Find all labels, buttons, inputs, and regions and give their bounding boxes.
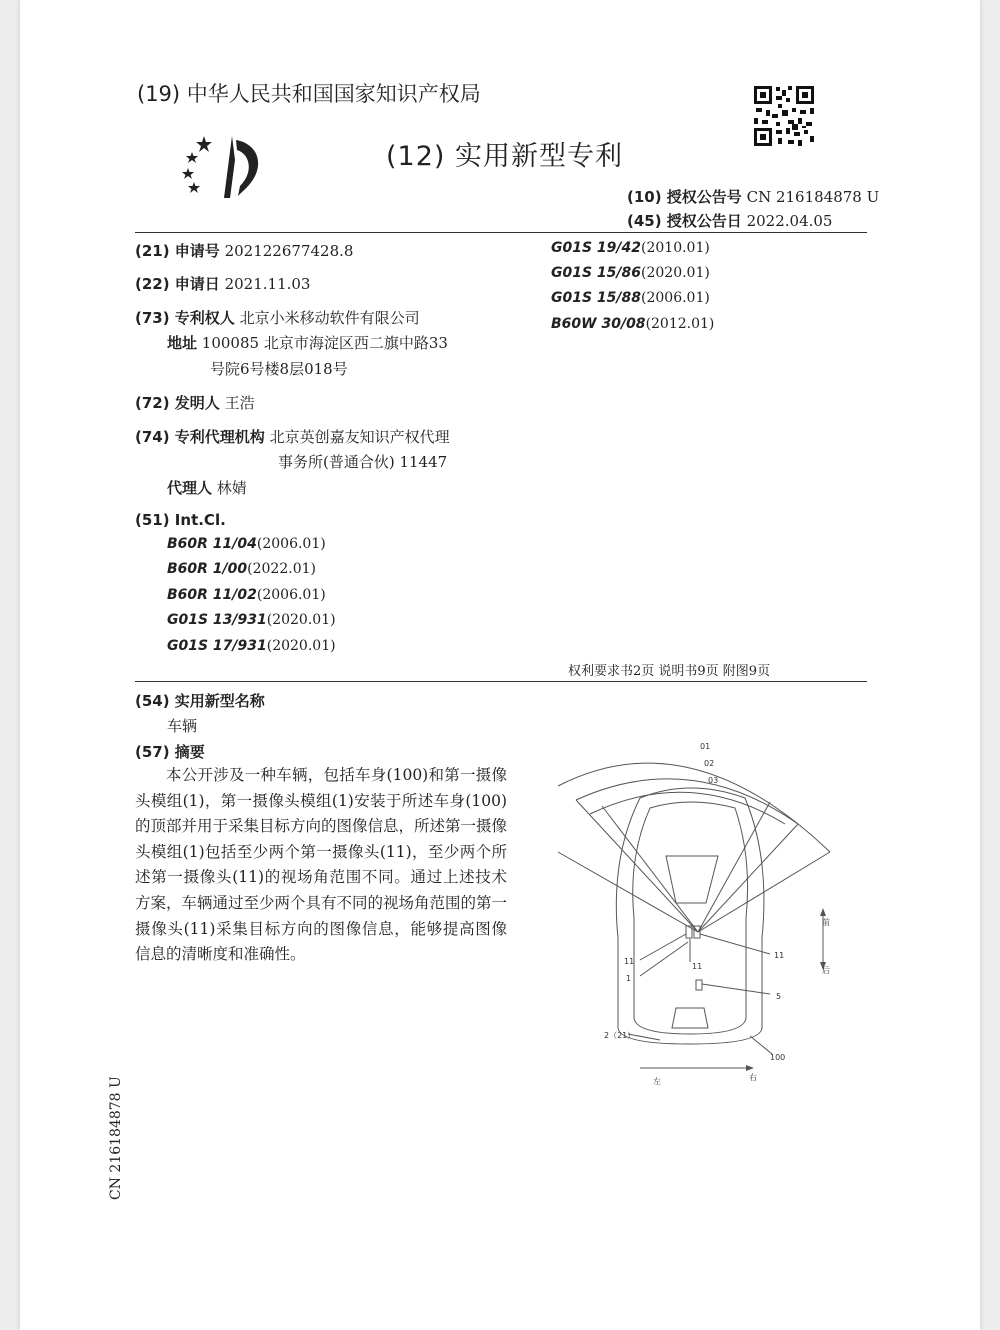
qr-code-icon	[752, 84, 816, 148]
office-name: (19) 中华人民共和国国家知识产权局	[137, 82, 481, 106]
pub-date-row	[627, 210, 832, 231]
callout: 5	[776, 992, 782, 1001]
fov-label: 01	[700, 742, 711, 751]
app-no-label: (21) 申请号	[135, 242, 220, 260]
fov-arc-03	[590, 792, 785, 824]
address-row	[167, 332, 448, 353]
ipc-code: B60R 11/02	[167, 587, 257, 603]
intcl-item	[167, 536, 326, 552]
agent-row	[167, 477, 247, 498]
callout: 11	[692, 962, 703, 971]
ipc-code: B60W 30/08	[551, 316, 646, 332]
abstract-label: (57) 摘要	[135, 743, 205, 761]
ipc-version: (2006.01)	[256, 536, 326, 552]
pub-no: CN 216184878 U	[746, 188, 880, 206]
intcl-item	[167, 587, 326, 603]
ipc-version: (2020.01)	[641, 265, 710, 281]
side-pub-number: CN 216184878 U	[108, 1076, 124, 1200]
address-line2: 号院6号楼8层018号	[210, 360, 348, 378]
abstract-text: 本公开涉及一种车辆，包括车身(100)和第一摄像头模组(1)，第一摄像头模组(1)安装于所述车身(100)的顶部并用于采集目标方向的图像信息，所述第一摄像头模组(1)包括至少两个第一摄像头(11)，至少两个所述第一摄像头(11)的视场角范围不同。通过上述技术方案，车辆通过至少两个具有不同的视场角范围的第一摄像头(11)采集目标方向的图像信息，能够提高图像信息的清晰度和准确性。	[135, 766, 508, 964]
title-label: (54) 实用新型名称	[135, 692, 265, 710]
fov-arc-01	[558, 763, 830, 852]
ipc-version: (2012.01)	[645, 316, 715, 332]
cnipa-logo	[180, 130, 275, 205]
inventor-label: (72) 发明人	[135, 394, 220, 412]
pub-no-row	[627, 186, 879, 207]
callout: 11	[774, 951, 785, 960]
rear-label: 后	[822, 966, 830, 975]
agent: 林婧	[216, 479, 247, 497]
ipc-version: (2006.01)	[641, 290, 710, 306]
ipc-code: B60R 11/04	[167, 536, 257, 552]
ipc-version: (2020.01)	[266, 638, 336, 654]
pub-date-label: (45) 授权公告日	[627, 212, 742, 230]
intcl-item	[167, 638, 336, 654]
ipc-code: G01S 15/86	[551, 265, 642, 281]
inventor-row	[135, 392, 255, 413]
right-label: 右	[749, 1073, 757, 1082]
ipc-version: (2006.01)	[256, 587, 326, 603]
agent-label: 代理人	[167, 479, 213, 497]
ipc-version: (2020.01)	[266, 612, 336, 628]
fov-label: 02	[704, 759, 715, 768]
address-line1: 100085 北京市海淀区西二旗中路33	[201, 334, 448, 352]
agency-label: (74) 专利代理机构	[135, 428, 265, 446]
agency-line1: 北京英创嘉友知识产权代理	[269, 428, 450, 446]
ipc-code: G01S 13/931	[167, 612, 267, 628]
app-no-row	[135, 240, 353, 261]
front-label: 前	[822, 918, 830, 927]
agency-row	[135, 426, 450, 447]
document-type: (12) 实用新型专利	[386, 141, 624, 172]
inventor: 王浩	[224, 394, 255, 412]
app-date-label: (22) 申请日	[135, 275, 220, 293]
agency-line2: 事务所(普通合伙) 11447	[278, 453, 448, 471]
patentee-label: (73) 专利权人	[135, 309, 235, 327]
ipc-code: G01S 17/931	[167, 638, 267, 654]
intcl-label: (51) Int.Cl.	[135, 511, 226, 529]
intcl-item	[551, 290, 710, 306]
fov-arc-02	[576, 779, 798, 824]
utility-model-title: 车辆	[167, 717, 198, 735]
ipc-version: (2010.01)	[641, 240, 710, 256]
ipc-code: G01S 19/42	[551, 240, 642, 256]
patentee-row	[135, 307, 420, 328]
patentee: 北京小米移动软件有限公司	[239, 309, 420, 327]
intcl-item	[167, 561, 316, 577]
pub-no-label: (10) 授权公告号	[627, 188, 742, 206]
vehicle-figure	[540, 738, 840, 1088]
divider	[135, 681, 867, 682]
intcl-item	[551, 265, 710, 281]
fov-label: 03	[708, 776, 719, 785]
left-label: 左	[653, 1077, 661, 1086]
ipc-code: G01S 15/88	[551, 290, 642, 306]
callout: 11	[624, 957, 635, 966]
intcl-item	[551, 316, 714, 332]
intcl-item	[167, 612, 336, 628]
callout: 2（21）	[604, 1031, 636, 1040]
callout: 100	[770, 1053, 786, 1062]
pub-date: 2022.04.05	[746, 212, 833, 230]
callout: 1	[626, 974, 632, 983]
address-label: 地址	[167, 334, 198, 352]
ipc-version: (2022.01)	[247, 561, 316, 577]
app-date-row	[135, 273, 310, 294]
app-date: 2021.11.03	[224, 275, 311, 293]
app-no: 202122677428.8	[224, 242, 354, 260]
ipc-code: B60R 1/00	[167, 561, 248, 577]
intcl-item	[551, 240, 710, 256]
divider	[135, 232, 867, 233]
patent-page	[20, 0, 980, 1330]
page-counts: 权利要求书2页 说明书9页 附图9页	[568, 664, 771, 679]
